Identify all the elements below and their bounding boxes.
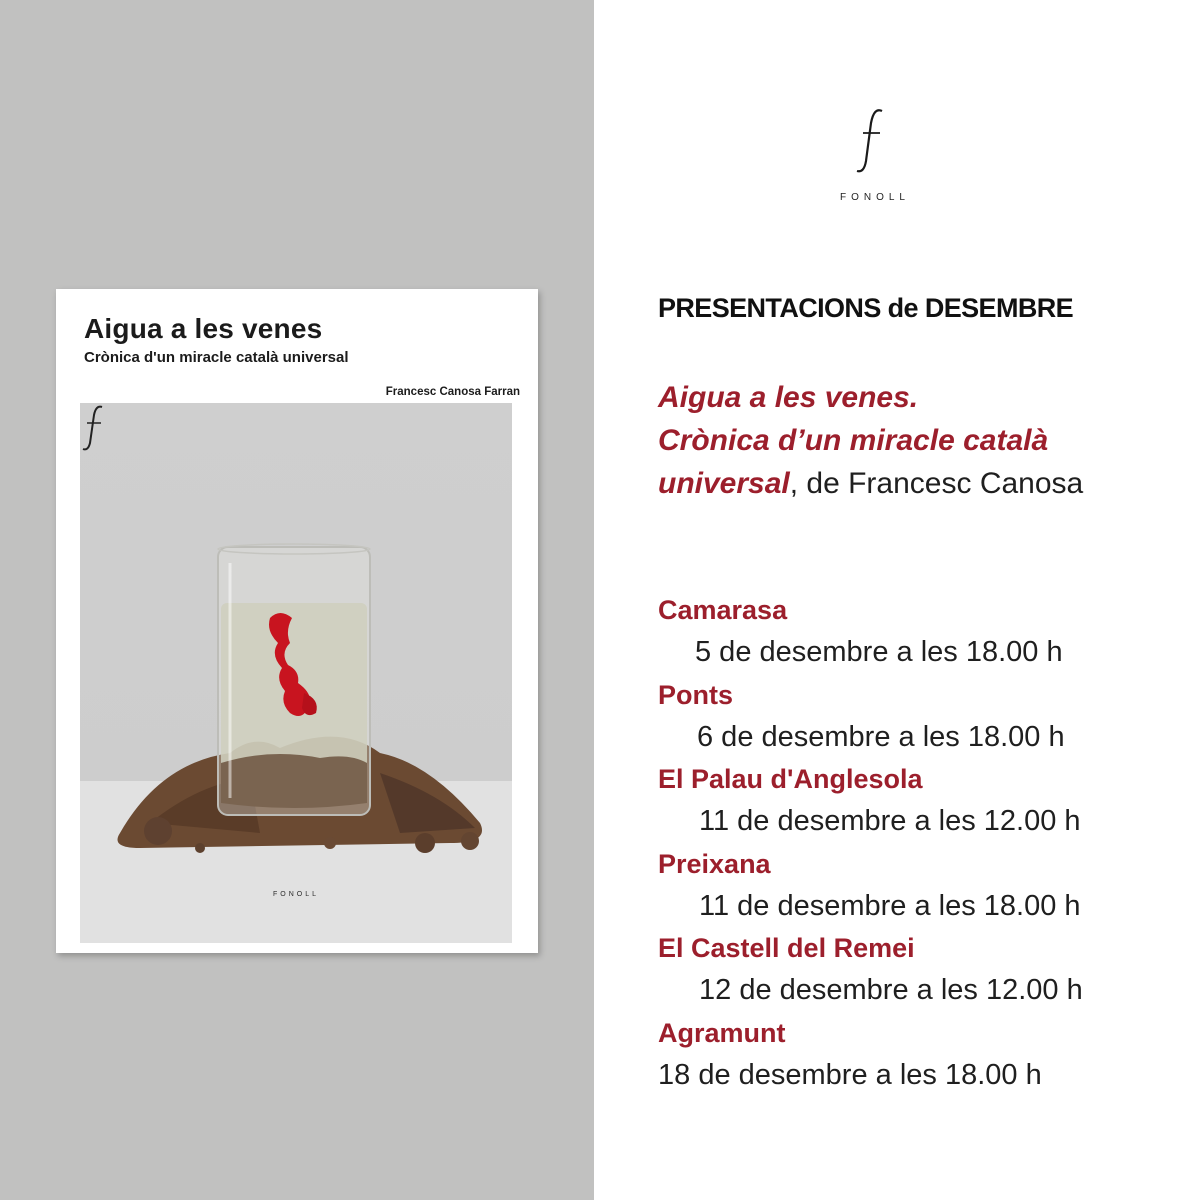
event-item	[658, 844, 1178, 929]
book-cover-author: Francesc Canosa Farran	[385, 386, 520, 398]
event-item	[658, 759, 1178, 844]
book-info-author: , de Francesc Canosa	[789, 467, 1084, 500]
book-cover-title: Aigua a les venes	[84, 313, 323, 344]
event-item	[658, 928, 1178, 1013]
event-place: El Castell del Remei	[658, 933, 915, 963]
glass-soil-illustration	[80, 403, 512, 943]
book-cover	[56, 289, 538, 953]
event-date: 11 de desembre a les 12.00 h	[699, 805, 1081, 837]
book-cover-publisher: FONOLL	[272, 891, 319, 898]
event-item	[658, 1013, 1178, 1098]
book-cover-logo-icon	[80, 403, 112, 453]
book-info-subtitle-line1: Crònica d’un miracle català	[658, 424, 1049, 457]
event-place: Agramunt	[658, 1017, 786, 1048]
event-date: 5 de desembre a les 18.00 h	[695, 636, 1063, 668]
event-place: El Palau d'Anglesola	[658, 764, 923, 794]
event-item	[658, 675, 1178, 760]
events-list	[658, 590, 1178, 1097]
book-info-subtitle-line2: universal	[658, 467, 790, 500]
event-item	[658, 590, 1178, 675]
left-panel	[0, 0, 594, 1200]
event-date: 6 de desembre a les 18.00 h	[697, 720, 1065, 753]
book-info-title: Aigua a les venes.	[658, 381, 919, 414]
publisher-name: FONOLL	[839, 192, 910, 203]
event-date: 18 de desembre a les 18.00 h	[658, 1058, 1042, 1091]
event-date: 12 de desembre a les 12.00 h	[699, 974, 1083, 1006]
book-info	[658, 376, 1178, 505]
event-place: Camarasa	[658, 595, 788, 625]
fonoll-logo-icon	[855, 105, 891, 177]
event-place: Preixana	[658, 848, 771, 879]
page-heading: PRESENTACIONS de DESEMBRE	[658, 293, 1074, 323]
event-place: Ponts	[658, 679, 734, 710]
event-date: 11 de desembre a les 18.00 h	[699, 889, 1081, 922]
cover-photo	[80, 403, 512, 943]
book-cover-subtitle: Crònica d'un miracle català universal	[84, 349, 349, 366]
